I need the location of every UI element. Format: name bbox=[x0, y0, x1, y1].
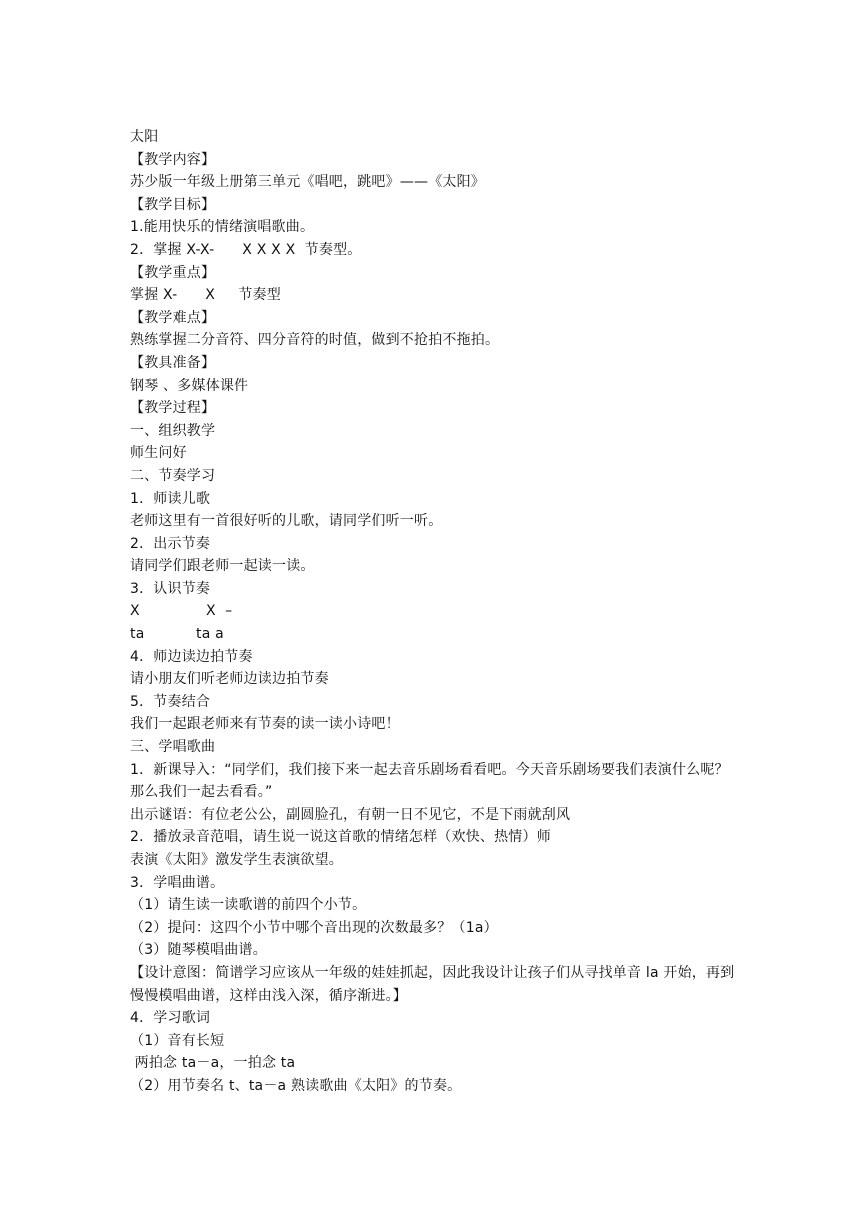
step-2-4: 4．师边读边拍节奏 bbox=[130, 648, 253, 665]
design-intent: 【设计意图：简谱学习应该从一年级的娃娃抓起，因此我设计让孩子们从寻找单音 la 开始，再到慢慢模唱曲谱，这样由浅入深，循序渐进。】 bbox=[130, 964, 735, 1004]
step-2-1: 1．师读儿歌 bbox=[130, 490, 211, 507]
step-2-2-text: 请同学们跟老师一起读一读。 bbox=[130, 558, 315, 575]
heading-key: 【教学重点】 bbox=[130, 264, 216, 281]
section-1-text: 师生问好 bbox=[130, 445, 187, 462]
riddle-text: 出示谜语：有位老公公，副圆脸孔，有朝一日不见它，不是下雨就刮风 bbox=[130, 806, 571, 823]
step-3-4-c: （2）用节奏名 t、ta－a 熟读歌曲《太阳》的节奏。 bbox=[130, 1077, 462, 1094]
step-2-1-text: 老师这里有一首很好听的儿歌，请同学们听一听。 bbox=[130, 513, 443, 530]
step-2-3: 3．认识节奏 bbox=[130, 580, 211, 597]
rhythm-syllables-row bbox=[130, 623, 740, 646]
step-2-4-text: 请小朋友们听老师边读边拍节奏 bbox=[130, 671, 329, 688]
step-3-1: 1．新课导入：“同学们，我们接下来一起去音乐剧场看看吧。今天音乐剧场要我们表演什么呢？那么我们一起去看看。” bbox=[130, 761, 729, 801]
key-text: 掌握 X- X 节奏型 bbox=[130, 287, 281, 304]
step-2-5: 5．节奏结合 bbox=[130, 693, 211, 710]
rhythm-note-2: X – bbox=[206, 603, 233, 620]
step-3-3: 3．学唱曲谱。 bbox=[130, 874, 225, 891]
rhythm-syllable-1: ta bbox=[130, 626, 145, 643]
step-3-4-a: （1）音有长短 bbox=[130, 1032, 225, 1049]
step-3-3-c: （3）随琴模唱曲谱。 bbox=[130, 942, 267, 959]
heading-process: 【教学过程】 bbox=[130, 400, 216, 417]
goal-1: 1.能用快乐的情绪演唱歌曲。 bbox=[130, 219, 315, 236]
heading-difficulty: 【教学难点】 bbox=[130, 309, 216, 326]
goal-2: 2．掌握 X-X- X X X X 节奏型。 bbox=[130, 241, 362, 258]
rhythm-notes-row bbox=[130, 600, 740, 623]
step-3-3-b: （2）提问：这四个小节中哪个音出现的次数最多？（1a） bbox=[130, 919, 498, 936]
rhythm-syllable-2: ta a bbox=[196, 626, 224, 643]
section-3: 三、学唱歌曲 bbox=[130, 739, 216, 756]
step-3-4-b: 两拍念 ta－a，一拍念 ta bbox=[130, 1055, 296, 1072]
step-2-5-text: 我们一起跟老师来有节奏的读一读小诗吧！ bbox=[130, 716, 400, 733]
prep-text: 钢琴 、多媒体课件 bbox=[130, 377, 249, 394]
heading-goal: 【教学目标】 bbox=[130, 196, 216, 213]
section-2: 二、节奏学习 bbox=[130, 467, 216, 484]
heading-prep: 【教具准备】 bbox=[130, 354, 216, 371]
rhythm-note-1: X bbox=[130, 603, 140, 620]
content-text: 苏少版一年级上册第三单元《唱吧，跳吧》——《太阳》 bbox=[130, 174, 485, 191]
step-2-2: 2．出示节奏 bbox=[130, 535, 211, 552]
step-3-2: 2．播放录音范唱，请生说一说这首歌的情绪怎样（欢快、热情）师 bbox=[130, 829, 551, 846]
step-3-3-a: （1）请生读一读歌谱的前四个小节。 bbox=[130, 897, 367, 914]
step-3-2-text: 表演《太阳》激发学生表演欲望。 bbox=[130, 852, 343, 868]
difficulty-text: 熟练掌握二分音符、四分音符的时值，做到不抢拍不拖拍。 bbox=[130, 332, 500, 349]
document-page bbox=[130, 126, 740, 1098]
section-1: 一、组织教学 bbox=[130, 422, 216, 439]
heading-content: 【教学内容】 bbox=[130, 151, 216, 168]
step-3-4: 4．学习歌词 bbox=[130, 1010, 211, 1027]
doc-title: 太阳 bbox=[130, 129, 159, 145]
